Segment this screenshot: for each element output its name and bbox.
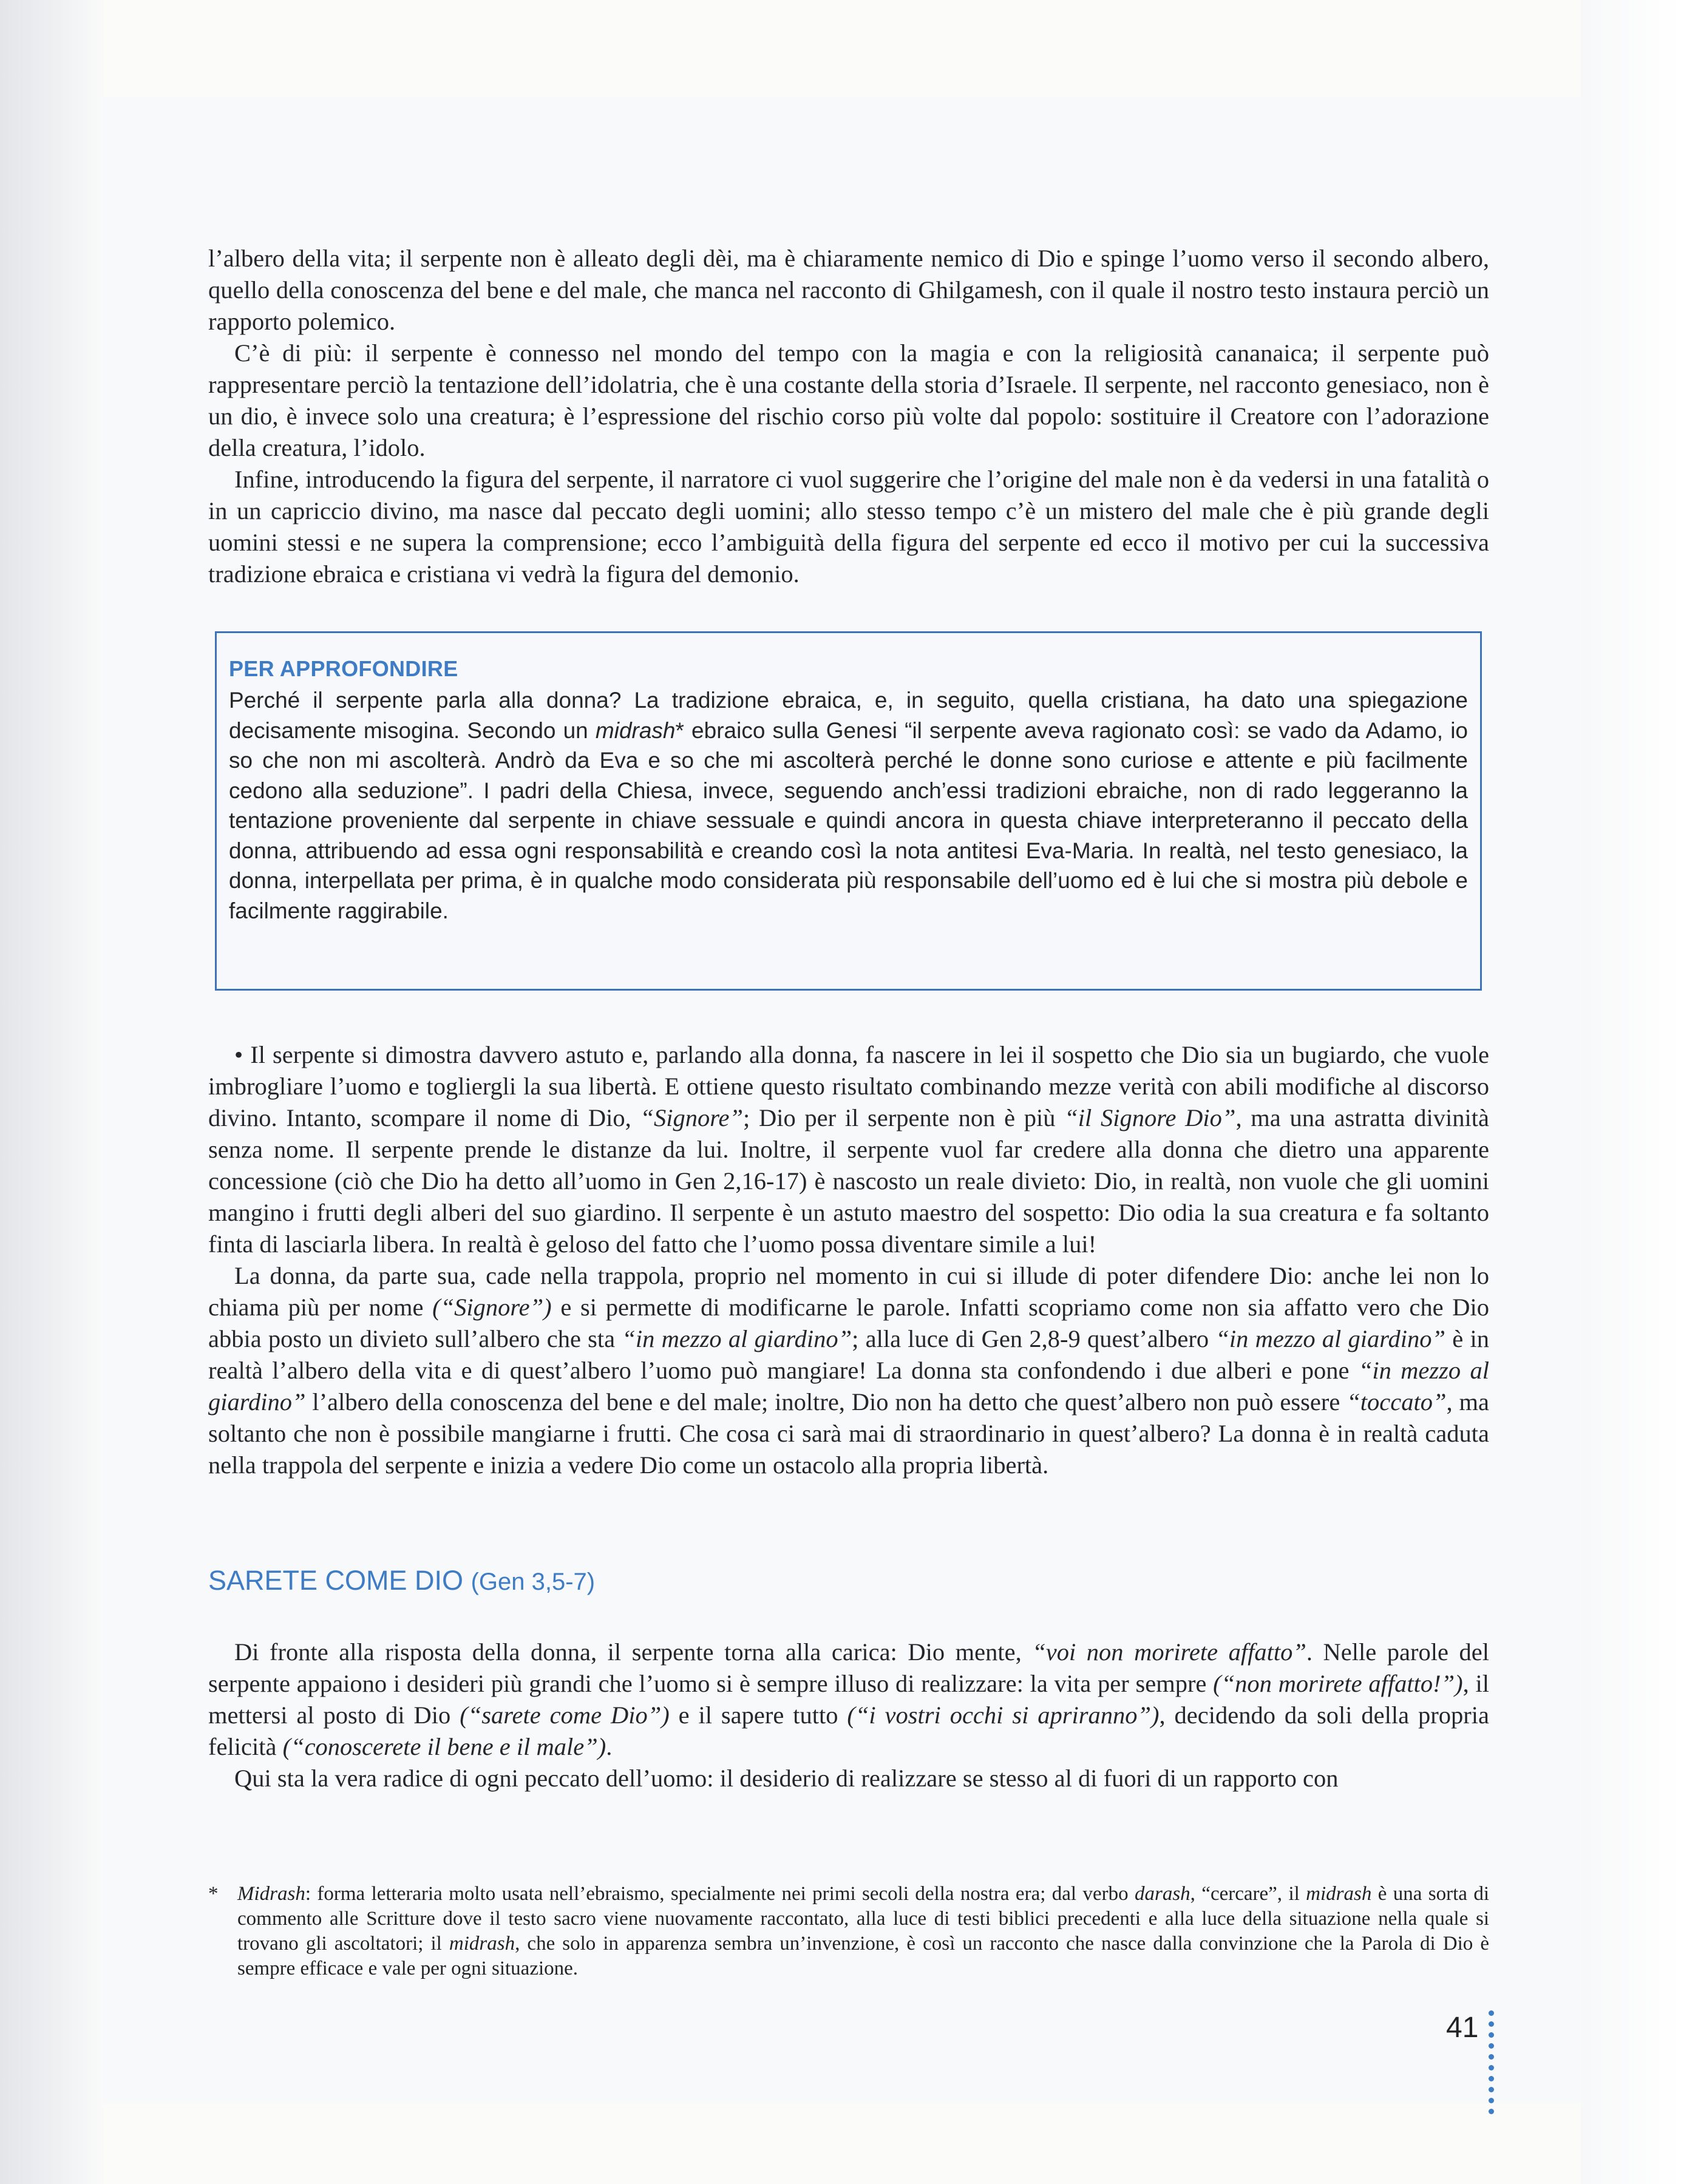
section-heading-reference: (Gen 3,5-7)	[470, 1568, 596, 1595]
scan-page-edge	[0, 0, 103, 2184]
section-heading-title: SARETE COME DIO	[208, 1565, 471, 1596]
page-number: 41	[1446, 2012, 1479, 2044]
dot	[1489, 2054, 1494, 2060]
dot	[1489, 2010, 1494, 2016]
footnote-text: Midrash: forma letteraria molto usata nell’ebraismo, specialmente nei primi secoli della nostra era; dal verbo darash, “cercare”, il midrash è una sorta di commento alle Scritture dove il testo sacro viene nuovamente raccontato, alla luce di testi biblici precedenti e alla luce della situazione nella quale si trovano gli ascoltatori; il midrash, che solo in apparenza sembra un’invenzione, è così un racconto che nasce dalla convinzione che la Parola di Dio è sempre efficace e vale per ogni situazione.	[237, 1883, 1489, 1979]
footnote	[208, 1882, 1489, 1981]
scan-right-margin	[1581, 0, 1681, 2184]
dot	[1489, 2065, 1494, 2070]
paragraph-serpente-astuto: • Il serpente si dimostra davvero astuto e, parlando alla donna, fa nascere in lei il sospetto che Dio sia un bugiardo, che vuole imbrogliare l’uomo e togliergli la sua libertà. E ottiene questo risultato combinando mezze verità con abili modifiche al discorso divino. Intanto, scompare il nome di Dio, “Signore”; Dio per il serpente non è più “il Signore Dio”, ma una astratta divinità senza nome. Il serpente prende le distanze da lui. Inoltre, il serpente vuol far credere alla donna che dietro una apparente concessione (ciò che Dio ha detto all’uomo in Gen 2,16-17) è nascosto un reale divieto: Dio, in realtà, non vuole che gli uomini mangino i frutti degli alberi del suo giardino. Il serpente è un astuto maestro del sospetto: Dio odia la sua creatura e fa soltanto finta di lasciarla libera. In realtà è geloso del fatto che l’uomo possa diventare simile a lui!	[208, 1041, 1489, 1258]
paragraph-vera-radice: Qui sta la vera radice di ogni peccato dell’uomo: il desiderio di realizzare se stesso al di fuori di un rapporto con	[234, 1765, 1339, 1792]
body-text-top	[208, 243, 1489, 590]
dot	[1489, 2098, 1494, 2103]
paragraph: l’albero della vita; il serpente non è alleato degli dèi, ma è chiaramente nemico di Dio e spinge l’uomo verso il secondo albero, quello della conoscenza del bene e del male, che manca nel racconto di Ghilgamesh, con il quale il nostro testo instaura perciò un rapporto polemico.	[208, 245, 1489, 335]
dot	[1489, 2043, 1494, 2049]
paragraph: Infine, introducendo la figura del serpente, il narratore ci vuol suggerire che l’origine del male non è da vedersi in una fatalità o in un capriccio divino, ma nasce dal peccato degli uomini; allo stesso tempo c’è un mistero del male che è più grande degli uomini stessi e ne supera la comprensione; ecco l’ambiguità della figura del serpente ed ecco il motivo per cui la successiva tradizione ebraica e cristiana vi vedrà la figura del demonio.	[208, 466, 1489, 588]
box-title: PER APPROFONDIRE	[229, 656, 458, 681]
paragraph: C’è di più: il serpente è connesso nel mondo del tempo con la magia e con la religiosità cananaica; il serpente può rappresentare perciò la tentazione dell’idolatria, che è una costante della storia d’Israele. Il serpente, nel racconto genesiaco, non è un dio, è invece solo una creatura; è l’espressione del rischio corso più volte dal popolo: sostituire il Creatore con l’adorazione della creatura, l’idolo.	[208, 339, 1489, 461]
box-text: Perché il serpente parla alla donna? La tradizione ebraica, e, in seguito, quella cristiana, ha dato una spiegazione decisamente misogina. Secondo un midrash* ebraico sulla Genesi “il serpente aveva ragionato così: se vado da Adamo, io so che non mi ascolterà. Andrò da Eva e so che mi ascolterà perché le donne sono curiose e attente e più facilmente cedono alla seduzione”. I padri della Chiesa, invece, seguendo anch’essi tradizioni ebraiche, non di rado leggeranno la tentazione proveniente dal serpente in chiave sessuale e quindi ancora in questa chiave interpreteranno il peccato della donna, attribuendo ad essa ogni responsabilità e creando così la nota antitesi Eva-Maria. In realtà, nel testo genesiaco, la donna, interpellata per prima, è in qualche modo considerata più responsabile dell’uomo ed è lui che si mostra più debole e facilmente raggirabile.	[229, 688, 1468, 923]
paragraph-la-donna: La donna, da parte sua, cade nella trappola, proprio nel momento in cui si illude di poter difendere Dio: anche lei non lo chiama più per nome (“Signore”) e si permette di modificarne le parole. Infatti scopriamo come non sia affatto vero che Dio abbia posto un divieto sull’albero che sta “in mezzo al giardino”; alla luce di Gen 2,8-9 quest’albero “in mezzo al giardino” è in realtà l’albero della vita e di quest’albero l’uomo può mangiare! La donna sta confondendo i due alberi e pone “in mezzo al giardino” l’albero della conoscenza del bene e del male; inoltre, Dio non ha detto che quest’albero non può essere “toccato”, ma soltanto che non è possibile mangiarne i frutti. Che cosa ci sarà mai di straordinario in quest’albero? La donna è in realtà caduta nella trappola del serpente e inizia a vedere Dio come un ostacolo alla propria libertà.	[208, 1262, 1489, 1479]
paragraph-di-fronte: Di fronte alla risposta della donna, il serpente torna alla carica: Dio mente, “voi non morirete affatto”. Nelle parole del serpente appaiono i desideri più grandi che l’uomo si è sempre illuso di realizzare: la vita per sempre (“non morirete affatto!”), il mettersi al posto di Dio (“sarete come Dio”) e il sapere tutto (“i vostri occhi si apriranno”), decidendo da soli della propria felicità (“conoscerete il bene e il male”).	[208, 1638, 1489, 1760]
decorative-dot-column	[1489, 2010, 1496, 2120]
dot	[1489, 2109, 1494, 2114]
midrash-term: midrash	[595, 717, 676, 743]
body-text-middle	[208, 1039, 1489, 1481]
dot	[1489, 2032, 1494, 2038]
section-heading	[208, 1565, 595, 1596]
dot	[1489, 2021, 1494, 2027]
per-approfondire-box	[215, 631, 1482, 991]
dot	[1489, 2076, 1494, 2081]
footnote-marker: *	[208, 1883, 219, 1905]
dot	[1489, 2087, 1494, 2092]
body-text-bottom	[208, 1636, 1489, 1794]
